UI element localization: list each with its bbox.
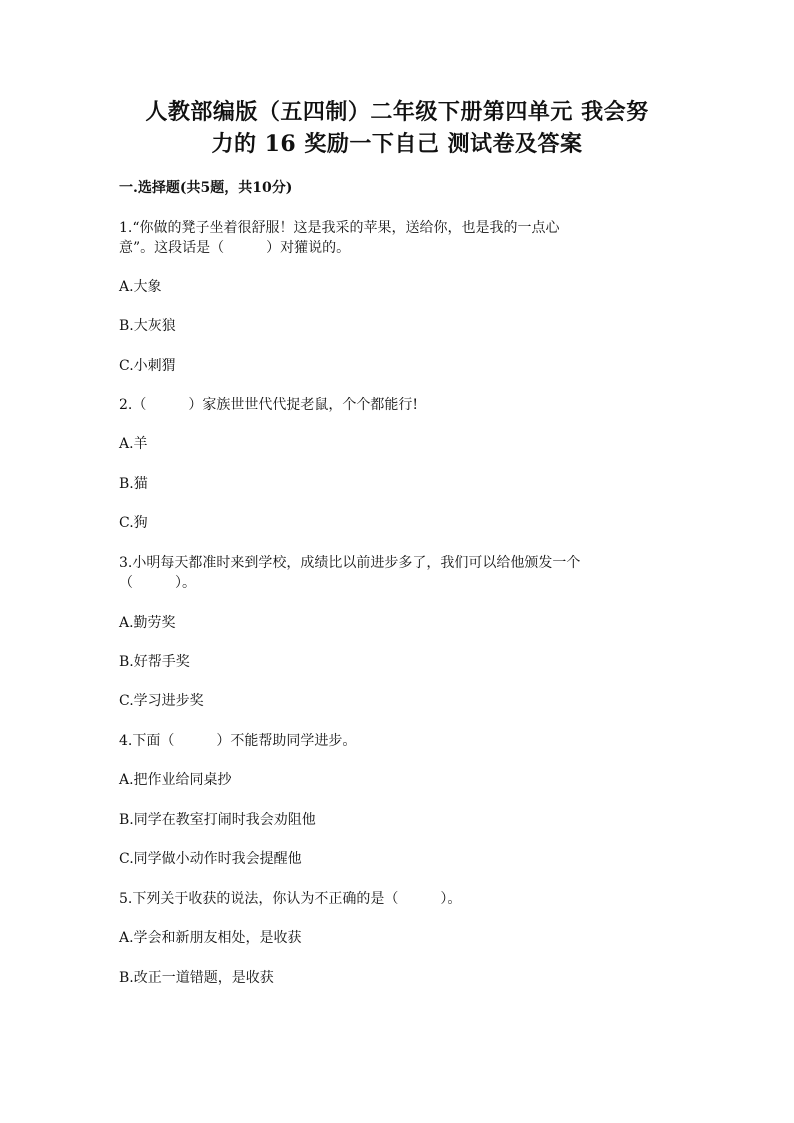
question-4-option-a: A.把作业给同桌抄: [119, 772, 232, 788]
question-3-option-c: C.学习进步奖: [119, 693, 204, 709]
question-2-option-a: A.羊: [119, 436, 148, 452]
document-title-line-1: 人教部编版（五四制）二年级下册第四单元 我会努: [145, 99, 649, 125]
question-5-option-a: A.学会和新朋友相处，是收获: [119, 930, 302, 946]
question-1-option-a: A.大象: [119, 279, 162, 295]
question-1-stem-line-2: 意”。这段话是（ ）对獾说的。: [119, 240, 351, 256]
question-1-option-b: B.大灰狼: [119, 318, 176, 334]
question-5-option-b: B.改正一道错题，是收获: [119, 970, 274, 986]
question-4-stem-line-1: 4.下面（ ）不能帮助同学进步。: [119, 733, 357, 749]
question-5-stem-line-1: 5.下列关于收获的说法，你认为不正确的是（ ）。: [119, 891, 462, 907]
question-1-option-c: C.小刺猬: [119, 358, 176, 374]
question-4-option-b: B.同学在教室打闹时我会劝阻他: [119, 812, 316, 828]
section-heading: 一.选择题(共5题，共10分): [119, 180, 293, 196]
question-2-stem-line-1: 2.（ ）家族世世代代捉老鼠，个个都能行!: [119, 397, 418, 413]
document-title-line-2: 力的 16 奖励一下自己 测试卷及答案: [211, 131, 583, 157]
question-2-option-b: B.猫: [119, 476, 148, 492]
question-3-stem-line-2: （ ）。: [119, 575, 196, 591]
question-3-stem-line-1: 3.小明每天都准时来到学校，成绩比以前进步多了，我们可以给他颁发一个: [119, 555, 581, 571]
question-3-option-a: A.勤劳奖: [119, 615, 176, 631]
question-3-option-b: B.好帮手奖: [119, 654, 190, 670]
question-1-stem-line-1: 1.“你做的凳子坐着很舒服！这是我采的苹果，送给你，也是我的一点心: [119, 220, 560, 236]
question-2-option-c: C.狗: [119, 515, 148, 531]
question-4-option-c: C.同学做小动作时我会提醒他: [119, 851, 302, 867]
